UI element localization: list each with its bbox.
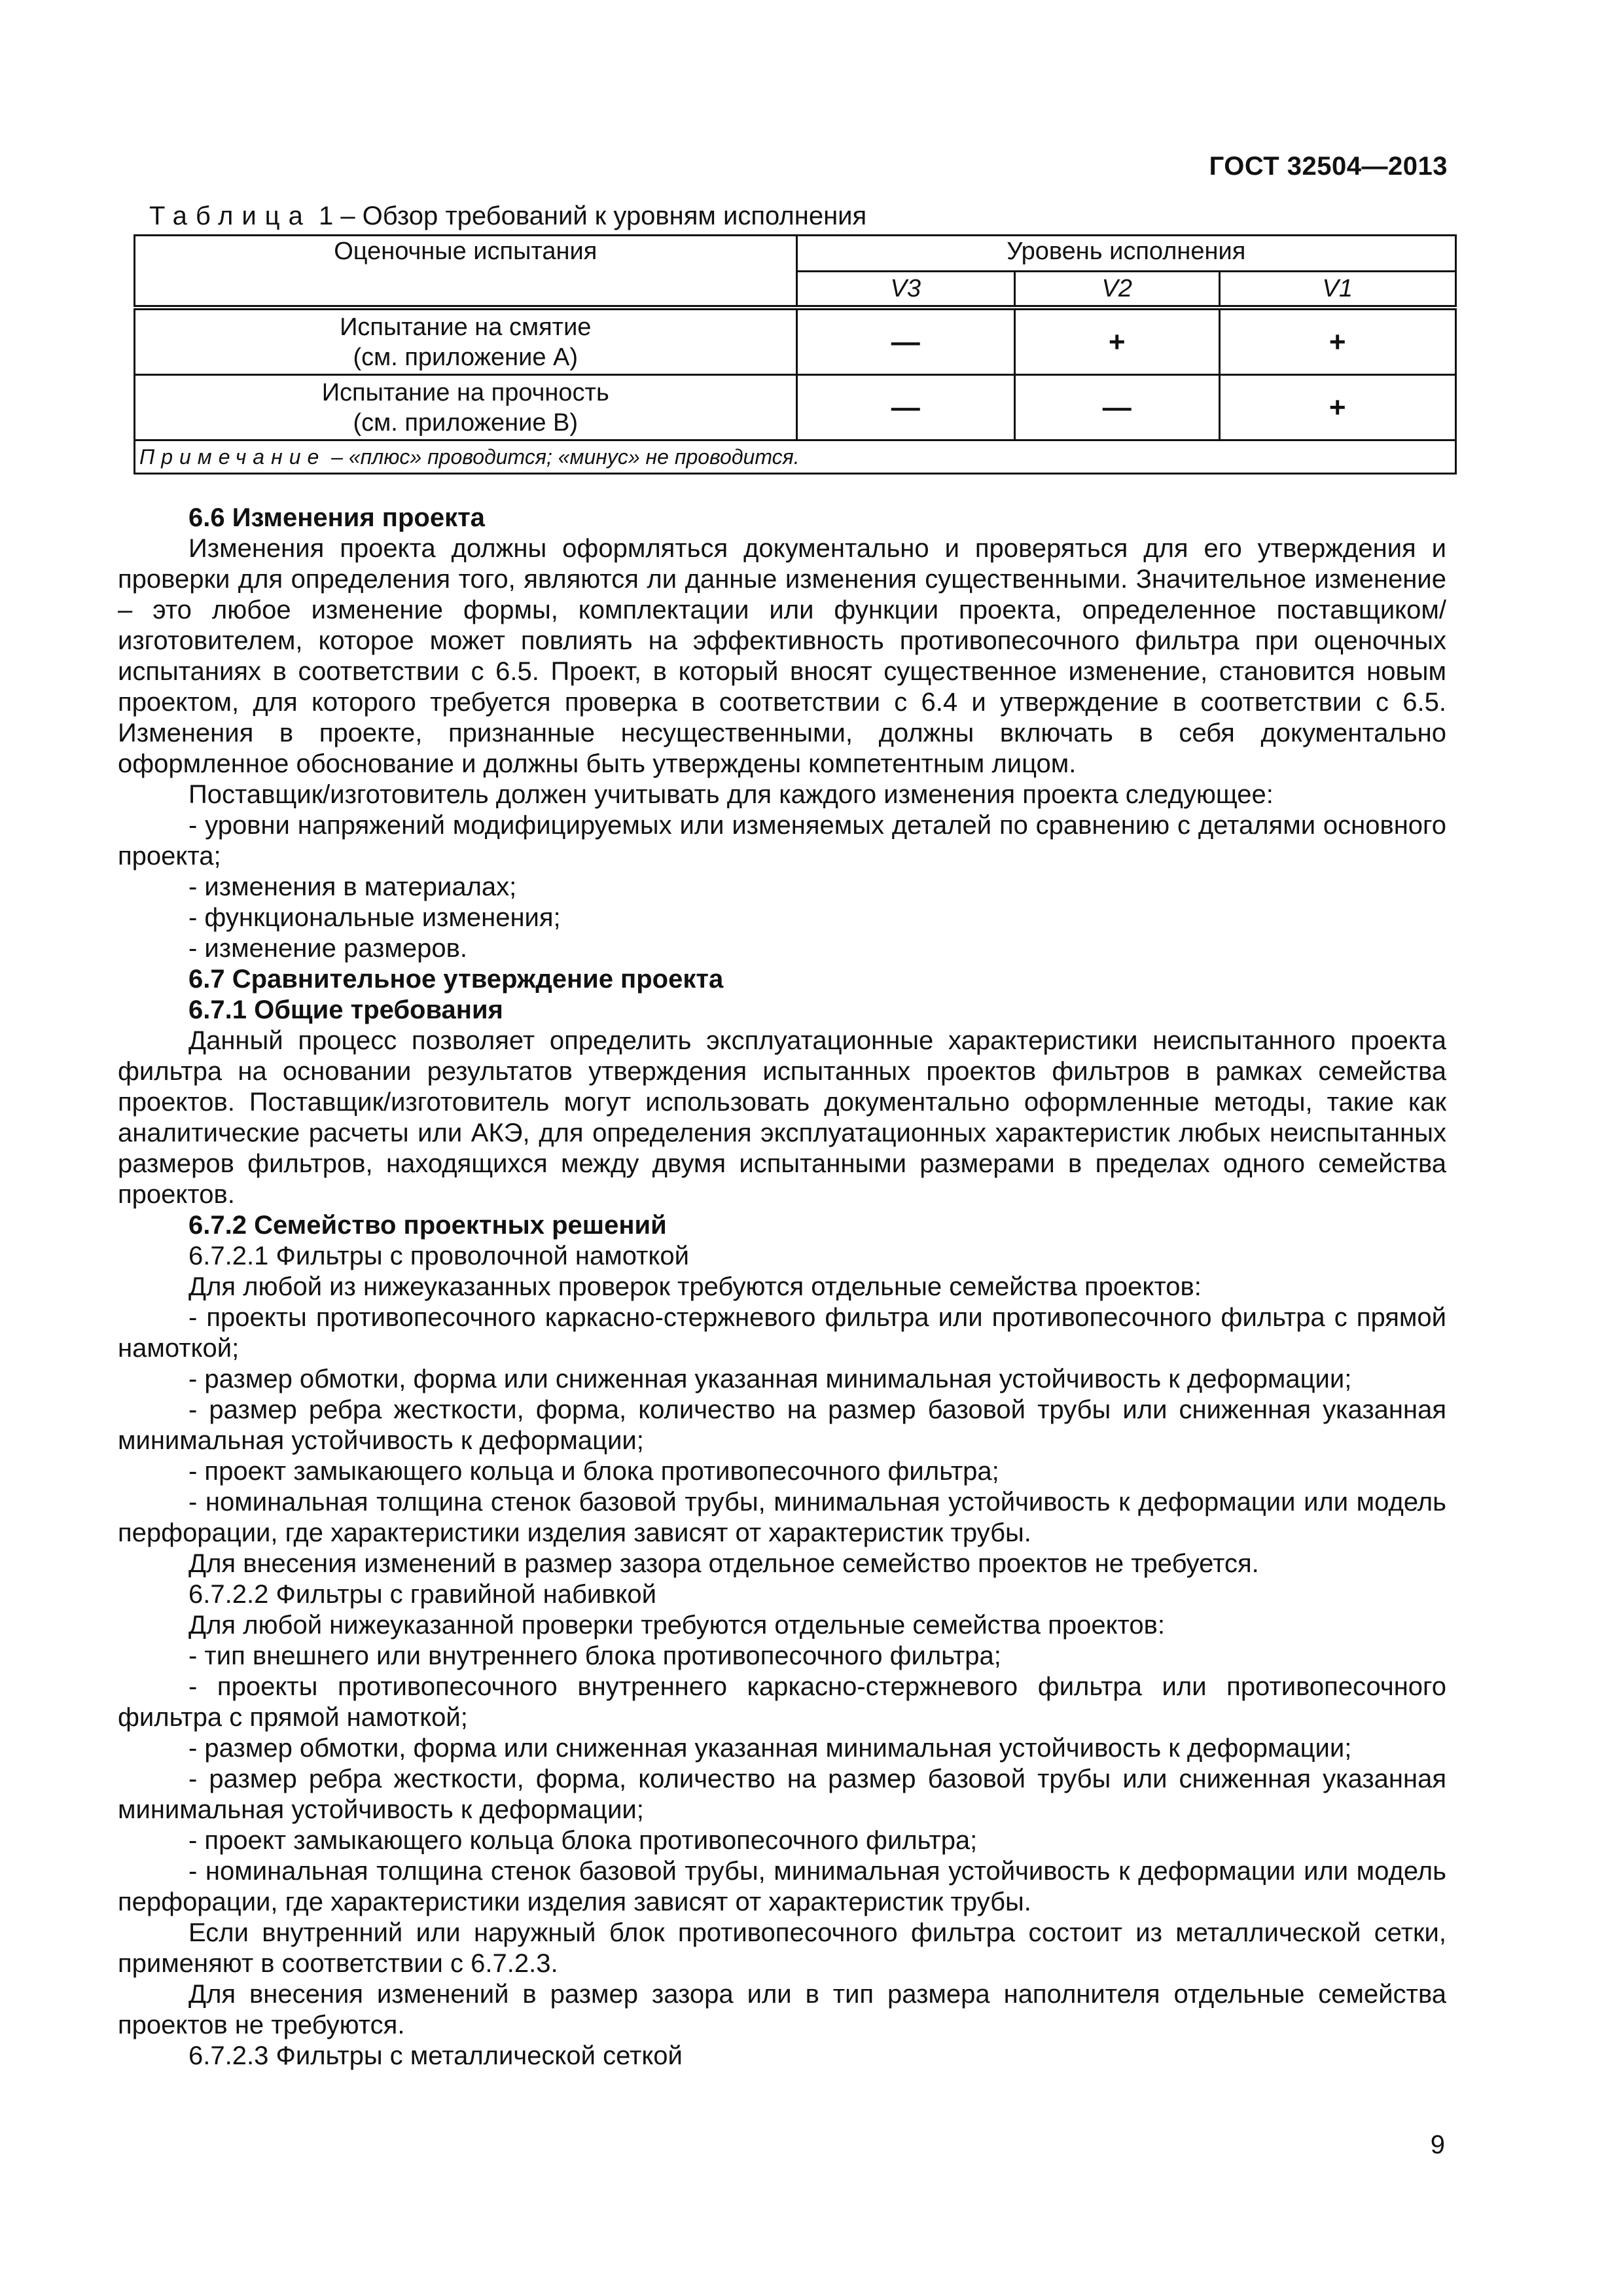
paragraph: Для внесения изменений в размер зазора отдельное семейство проектов не требуется. (188, 1549, 1259, 1578)
test-reference: (см. приложение В) (353, 408, 579, 437)
table-note-label: Примечание (139, 444, 326, 469)
requirements-table (134, 234, 1457, 475)
mark-cell: — (796, 375, 1015, 440)
header-cell-tests: Оценочные испытания (135, 236, 797, 308)
document-code: ГОСТ 32504—2013 (1209, 152, 1448, 181)
paragraph: 6.7.2.2 Фильтры с гравийной набивкой (188, 1580, 656, 1609)
paragraph: - тип внешнего или внутреннего блока противопесочного фильтра; (188, 1641, 1001, 1670)
table-note-text: – «плюс» проводится; «минус» не проводится. (325, 444, 800, 469)
header-cell-v1: V1 (1219, 272, 1455, 308)
paragraph: - функциональные изменения; (188, 903, 561, 932)
mark-cell: + (1219, 375, 1455, 440)
paragraph: - проекты противопесочного внутреннего каркасно-стержневого фильтра или противопесочного фильтра с прямой намоткой; (118, 1672, 1446, 1732)
test-name: Испытание на смятие (340, 313, 592, 341)
section-heading: 6.6 Изменения проекта (188, 503, 485, 532)
section-heading: 6.7 Сравнительное утверждение проекта (188, 965, 724, 994)
header-cell-v2: V2 (1015, 272, 1220, 308)
paragraph: - изменения в материалах; (188, 872, 517, 901)
paragraph: - номинальная толщина стенок базовой трубы, минимальная устойчивость к деформации или модель перфорации, где характеристики изделия зависят от характеристик трубы. (118, 1488, 1446, 1547)
paragraph: - проект замыкающего кольца и блока противопесочного фильтра; (188, 1457, 999, 1486)
table-header-row (135, 236, 1456, 272)
paragraph: Изменения проекта должны оформляться документально и проверяться для его утверждения и проверки для определения того, являются ли данные изменения существенными. Значительное изменение – это любое изменение формы, комплектации или функции проекта, определенное поставщиком/изготовителем, которое может повлиять на эффективность противопесочного фильтра при оценочных испытаниях в соответствии с 6.5. Проект, в который вносят существенное изменение, становится новым проектом, для которого требуется проверка в соответствии с 6.4 и утверждение в соответствии с 6.5. Изменения в проекте, признанные несущественными, должны включать в себя документально оформленное обоснование и должны быть утверждены компетентным лицом. (118, 534, 1446, 778)
body-text (118, 503, 1446, 2072)
paragraph: Поставщик/изготовитель должен учитывать для каждого изменения проекта следующее: (188, 780, 1274, 809)
paragraph: 6.7.2.3 Фильтры с металлической сеткой (188, 2041, 683, 2070)
paragraph: Для любой нижеуказанной проверки требуются отдельные семейства проектов: (188, 1611, 1165, 1640)
section-heading: 6.7.2 Семейство проектных решений (188, 1211, 667, 1240)
paragraph: - изменение размеров. (188, 934, 467, 963)
table-caption-word: Таблица (149, 202, 312, 230)
paragraph: Данный процесс позволяет определить эксплуатационные характеристики неиспытанного проекта фильтра на основании результатов утверждения испытанных проектов фильтров в рамках семейства проектов. Поставщик/изготовитель могут использовать документально оформленные методы, такие как аналитические расчеты или АКЭ, для определения эксплуатационных характеристик любых неиспытанных размеров фильтров, находящихся между двумя испытанными размерами в пределах одного семейства проектов. (118, 1026, 1446, 1209)
paragraph: - размер ребра жесткости, форма, количество на размер базовой трубы или сниженная указанная минимальная устойчивость к деформации; (118, 1765, 1446, 1824)
page-number: 9 (1430, 2130, 1445, 2159)
paragraph: - уровни напряжений модифицируемых или изменяемых деталей по сравнению с деталями основного проекта; (118, 811, 1446, 870)
paragraph: - проект замыкающего кольца блока противопесочного фильтра; (188, 1826, 978, 1855)
table-row (135, 308, 1456, 375)
paragraph: - проекты противопесочного каркасно-стержневого фильтра или противопесочного фильтра с прямой намоткой; (118, 1303, 1446, 1363)
paragraph: 6.7.2.1 Фильтры с проволочной намоткой (188, 1242, 689, 1270)
test-reference: (см. приложение А) (353, 343, 579, 371)
paragraph: Для внесения изменений в размер зазора или в тип размера наполнителя отдельные семейства проектов не требуются. (118, 1980, 1446, 2039)
mark-cell: + (1219, 308, 1455, 375)
test-name-cell (135, 308, 797, 375)
header-cell-v3: V3 (796, 272, 1015, 308)
paragraph: Если внутренний или наружный блок противопесочного фильтра состоит из металлической сетки, применяют в соответствии с 6.7.2.3. (118, 1918, 1446, 1978)
mark-cell: + (1015, 308, 1220, 375)
table-note-row (135, 440, 1456, 474)
section-heading: 6.7.1 Общие требования (188, 996, 503, 1024)
paragraph: - размер обмотки, форма или сниженная указанная минимальная устойчивость к деформации; (188, 1365, 1352, 1393)
mark-cell: — (1015, 375, 1220, 440)
mark-cell: — (796, 308, 1015, 375)
test-name-cell (135, 375, 797, 440)
header-cell-level: Уровень исполнения (796, 236, 1456, 272)
paragraph: - номинальная толщина стенок базовой трубы, минимальная устойчивость к деформации или модель перфорации, где характеристики изделия зависят от характеристик трубы. (118, 1857, 1446, 1916)
test-name: Испытание на прочность (321, 378, 609, 406)
table-row (135, 375, 1456, 440)
table-note (135, 440, 1456, 474)
table-caption (149, 202, 866, 231)
paragraph: Для любой из нижеуказанных проверок требуются отдельные семейства проектов: (188, 1272, 1202, 1301)
paragraph: - размер обмотки, форма или сниженная указанная минимальная устойчивость к деформации; (188, 1734, 1352, 1763)
table-caption-title: 1 – Обзор требований к уровням исполнения (311, 202, 867, 230)
paragraph: - размер ребра жесткости, форма, количество на размер базовой трубы или сниженная указанная минимальная устойчивость к деформации; (118, 1395, 1446, 1455)
